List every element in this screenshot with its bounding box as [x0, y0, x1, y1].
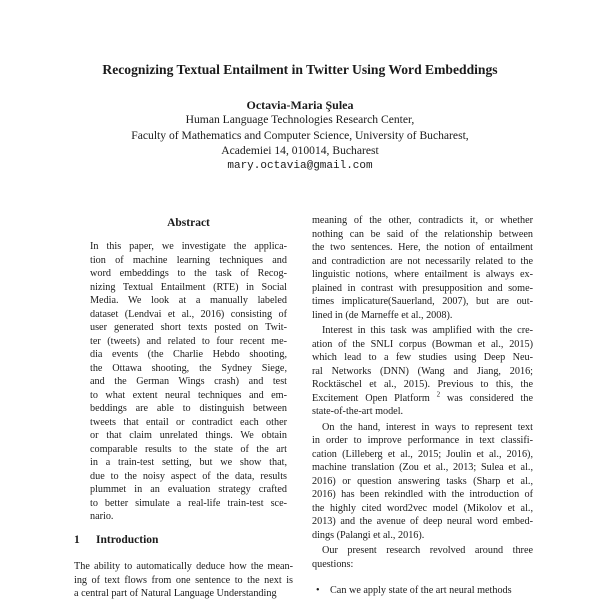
text-line: to better simulate a real-life train-test sce- [90, 497, 287, 509]
text-line: or that claim unrelated things. We obtain [90, 430, 287, 441]
abstract-body [90, 240, 287, 524]
paragraph-representation [312, 421, 533, 543]
text-line: and contradiction are not necessarily related to the [312, 255, 533, 267]
text-line: 2013) and the avenue of deep neural word embed- [312, 516, 533, 527]
text-line: cation (Lilleberg et al., 2015; Joulin et al., 2016), [312, 448, 533, 460]
section-number: 1 [74, 534, 80, 546]
abstract-heading: Abstract [167, 217, 210, 229]
right-column-body [312, 214, 533, 571]
text-line: ter (tweets) and related to four recent me- [90, 335, 287, 347]
text-line: beddings are able to distinguish between [90, 403, 287, 414]
text-line: to what extent neural techniques and em- [90, 389, 287, 401]
paper-title: Recognizing Textual Entailment in Twitter Using Word Embeddings [102, 62, 498, 77]
paragraph-questions [312, 544, 533, 571]
text-line: a central part of Natural Language Understanding [74, 588, 277, 599]
text-line: 2016) has been rekindled with the introduction of [312, 489, 533, 500]
text-line: linguistic notions, where entailment is always ex- [312, 269, 533, 280]
author-name: Octavia-Maria Şulea [246, 98, 354, 112]
text-line: ation of the SNLI corpus (Bowman et al., 2015) [312, 338, 533, 350]
text-line: comparable results to the state of the art [90, 443, 287, 455]
text-line: On the hand, interest in ways to represent text [322, 421, 533, 433]
author-email[interactable]: mary.octavia@gmail.com [227, 159, 373, 172]
text-line: In this paper, we investigate the applica- [90, 241, 287, 252]
text-line: Rocktäschel et al., 2015). Previous to this, the [312, 379, 533, 390]
text-line-footnote: Excitement Open Platform $^2$ was considered the [312, 390, 533, 404]
text-line: machine translation (Zou et al., 2013; Sulea et al., [312, 462, 533, 473]
text-line: dia events (the Charlie Hebdo shooting, [90, 349, 287, 360]
section-heading-introduction [74, 533, 293, 547]
text-line: times implicature(Sauerland, 2007), but are out- [312, 296, 533, 307]
text-line: which lead to a few studies using Deep Neu- [312, 352, 533, 363]
text-line: dataset (Lendvai et al., 2016) consisting of [90, 308, 287, 320]
text-line: word embeddings to the task of Recog- [90, 268, 287, 279]
text-line: Media. We look at a manually labeled [90, 295, 287, 306]
text-line: Our present research revolved around three [322, 545, 533, 556]
text-line: questions: [312, 558, 354, 570]
text-line: nizing Textual Entailment (RTE) in Social [90, 281, 287, 293]
text-line: meaning of the other, contradicts it, or whether [312, 215, 533, 226]
text-line: user generated short texts posted on Twit- [90, 322, 287, 333]
text-line: in order to improve performance in text classifi- [312, 435, 533, 446]
paragraph-continued [312, 214, 533, 322]
text-line: the two sentences. Here, the notion of entailment [312, 242, 533, 253]
text-line: tion of machine learning techniques and [90, 254, 287, 266]
affiliation-line: Faculty of Mathematics and Computer Science, University of Bucharest, [131, 128, 469, 142]
affiliation-block [0, 112, 600, 174]
affiliation-line: Human Language Technologies Research Center, [185, 113, 415, 126]
text-line: and the German Wings crash) and test [90, 376, 287, 387]
text-line: plained in contrast with presupposition and some- [312, 282, 533, 294]
text-line: state-of-the-art model. [312, 406, 404, 417]
bullet-item [316, 584, 533, 598]
text-line: plummet in an evaluation strategy crafted [90, 484, 287, 495]
text-line: the Ottawa shooting, the Sydney Siege, [90, 362, 287, 374]
bullet-icon: • [316, 585, 320, 596]
text-line: Interest in this task was amplified with the cre- [322, 325, 533, 336]
text-line: due to the noisy aspect of the data, results [90, 470, 287, 482]
footnote-marker[interactable]: 2 [436, 390, 441, 399]
text-line: 2016) or question answering tasks (Sharp et al., [312, 475, 533, 487]
introduction-body [74, 560, 293, 601]
text-line: ing of text flows from one sentence to the next is [74, 574, 293, 586]
text-line: tweets that entail or contradict each other [90, 416, 287, 428]
text-line: lined in (de Marneffe et al., 2008). [312, 309, 453, 321]
text-line: dings (Palangi et al., 2016). [312, 529, 425, 541]
text-line: ral Networks (DNN) (Wang and Jiang, 2016; [312, 365, 533, 377]
section-title: Introduction [96, 534, 159, 546]
text-line: in a train-test setting, but we show that, [90, 457, 287, 468]
text-line: The ability to automatically deduce how the mean- [74, 561, 293, 572]
affiliation-line: Academiei 14, 010014, Bucharest [221, 144, 379, 157]
bullet-text: Can we apply state of the art neural methods [330, 585, 512, 596]
text-line: nario. [90, 511, 114, 522]
text-line: nothing can be said of the relationship between [312, 228, 533, 240]
text-line: the highly cited word2vec model (Mikolov et al., [312, 502, 533, 514]
paragraph-snli [312, 324, 533, 392]
